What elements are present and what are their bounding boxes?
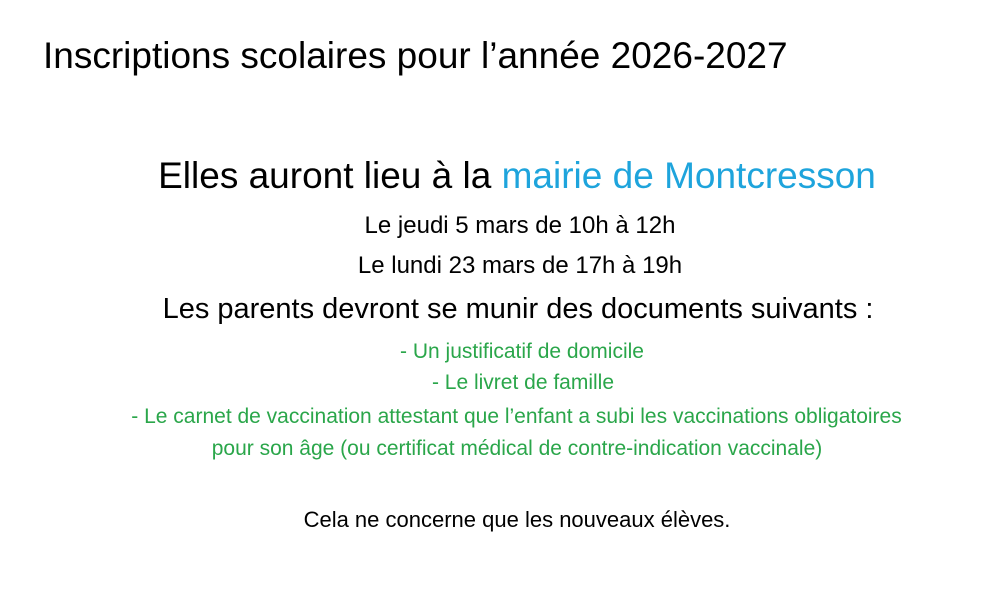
date-line-thursday: Le jeudi 5 mars de 10h à 12h bbox=[364, 212, 676, 239]
location-place: mairie de Montcresson bbox=[501, 155, 876, 196]
location-line bbox=[0, 150, 1000, 202]
page-title: Inscriptions scolaires pour l’année 2026-2027 bbox=[43, 35, 788, 76]
date-line-monday: Le lundi 23 mars de 17h à 19h bbox=[357, 252, 683, 279]
footer-note: Cela ne concerne que les nouveaux élèves. bbox=[303, 507, 731, 532]
location-prefix: Elles auront lieu à la bbox=[158, 155, 502, 196]
document-item-vaccination-record: - Le carnet de vaccination attestant que l’enfant a subi les vaccinations obligatoires bbox=[131, 405, 902, 428]
documents-intro: Les parents devront se munir des documents suivants : bbox=[162, 293, 874, 325]
document-item-family-booklet: - Le livret de famille bbox=[431, 371, 615, 394]
document-item-vaccination-record-continued: pour son âge (ou certificat médical de contre-indication vaccinale) bbox=[211, 437, 823, 460]
document-item-proof-of-address: - Un justificatif de domicile bbox=[400, 340, 644, 363]
